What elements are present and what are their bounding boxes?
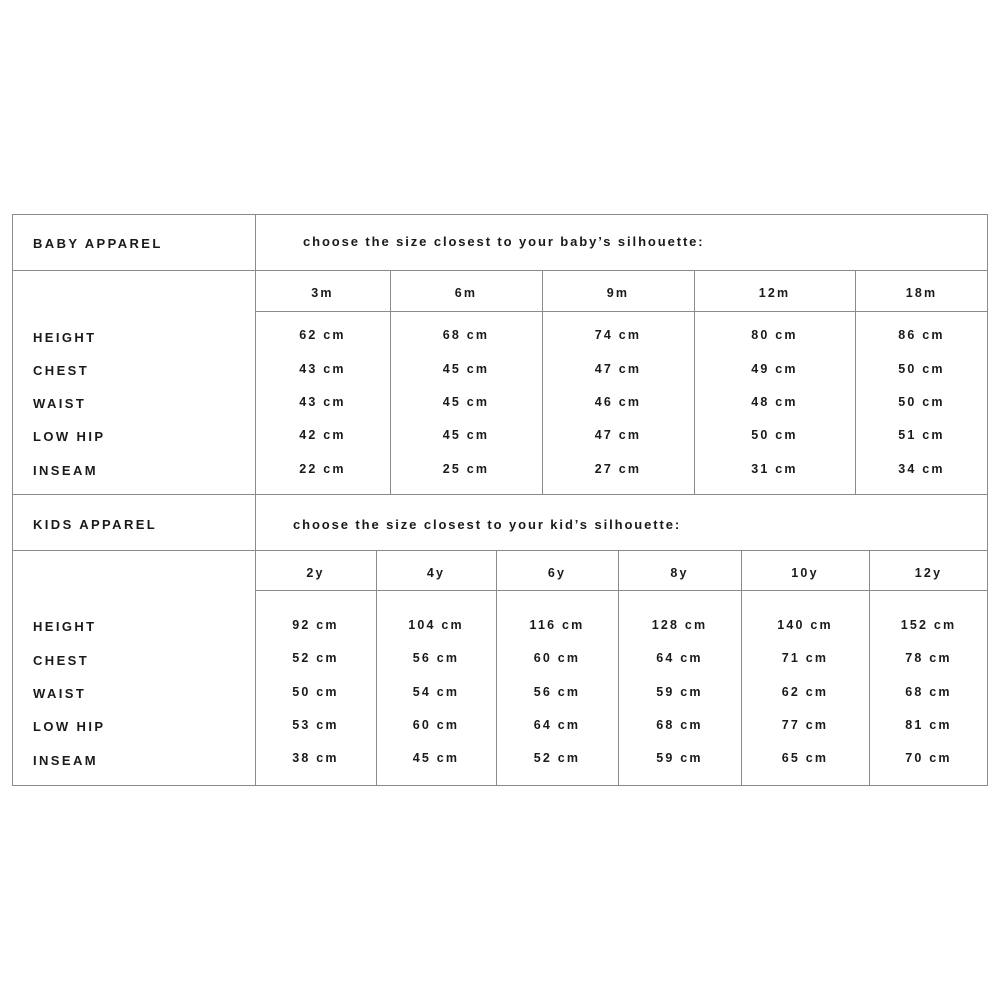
baby-instruction: choose the size closest to your baby’s silhouette:: [303, 234, 705, 249]
measurement-label-inseam: INSEAM: [33, 463, 98, 478]
measurement-label-height: HEIGHT: [33, 330, 97, 345]
column-divider: [694, 270, 695, 494]
measurement-value: 152 cm: [900, 618, 957, 632]
measurement-value: 77 cm: [781, 718, 829, 732]
measurement-value: 51 cm: [898, 428, 945, 442]
measurement-value: 65 cm: [781, 751, 829, 765]
measurement-value: 81 cm: [905, 718, 952, 732]
column-divider: [618, 550, 619, 786]
measurement-value: 62 cm: [781, 685, 829, 699]
measurement-value: 22 cm: [299, 462, 346, 476]
measurement-value: 43 cm: [299, 362, 346, 376]
baby-section-title: BABY APPAREL: [33, 236, 163, 251]
measurement-value: 60 cm: [533, 651, 581, 665]
measurement-value: 50 cm: [292, 685, 339, 699]
kids-instruction: choose the size closest to your kid’s silhouette:: [293, 517, 682, 532]
size-header-6y: 6y: [547, 566, 567, 580]
measurement-value: 62 cm: [299, 328, 346, 342]
measurement-label-chest: CHEST: [33, 653, 90, 668]
size-header-2y: 2y: [306, 566, 325, 580]
measurement-value: 47 cm: [594, 428, 642, 442]
measurement-value: 45 cm: [442, 428, 490, 442]
measurement-label-low-hip: LOW HIP: [33, 429, 106, 444]
measurement-label-waist: WAIST: [33, 686, 87, 701]
measurement-label-chest: CHEST: [33, 363, 90, 378]
measurement-value: 86 cm: [898, 328, 945, 342]
measurement-value: 64 cm: [533, 718, 581, 732]
measurement-value: 45 cm: [442, 395, 490, 409]
measurement-value: 42 cm: [299, 428, 346, 442]
measurement-value: 140 cm: [777, 618, 833, 632]
measurement-value: 59 cm: [656, 685, 703, 699]
size-header-12y: 12y: [914, 566, 943, 580]
size-header-4y: 4y: [426, 566, 446, 580]
column-divider: [376, 550, 377, 786]
measurement-value: 53 cm: [292, 718, 339, 732]
size-header-9m: 9m: [606, 286, 630, 300]
measurement-value: 116 cm: [529, 618, 585, 632]
measurement-value: 128 cm: [651, 618, 708, 632]
measurement-value: 27 cm: [594, 462, 642, 476]
size-header-8y: 8y: [670, 566, 689, 580]
divider-line: [255, 214, 256, 786]
column-divider: [390, 270, 391, 494]
measurement-value: 60 cm: [412, 718, 460, 732]
measurement-label-low-hip: LOW HIP: [33, 719, 106, 734]
measurement-label-inseam: INSEAM: [33, 753, 98, 768]
measurement-value: 64 cm: [656, 651, 703, 665]
measurement-value: 68 cm: [656, 718, 703, 732]
measurement-value: 74 cm: [594, 328, 642, 342]
measurement-value: 78 cm: [905, 651, 952, 665]
measurement-value: 70 cm: [905, 751, 952, 765]
measurement-value: 50 cm: [898, 395, 945, 409]
column-divider: [855, 270, 856, 494]
measurement-value: 56 cm: [412, 651, 460, 665]
measurement-value: 45 cm: [412, 751, 460, 765]
measurement-value: 46 cm: [594, 395, 642, 409]
measurement-value: 45 cm: [442, 362, 490, 376]
divider-line: [12, 550, 988, 551]
divider-line: [12, 270, 988, 271]
divider-line: [255, 311, 988, 312]
measurement-value: 50 cm: [751, 428, 798, 442]
measurement-value: 56 cm: [533, 685, 581, 699]
measurement-value: 47 cm: [594, 362, 642, 376]
measurement-value: 104 cm: [408, 618, 464, 632]
measurement-value: 52 cm: [292, 651, 339, 665]
column-divider: [542, 270, 543, 494]
measurement-value: 43 cm: [299, 395, 346, 409]
size-header-10y: 10y: [791, 566, 819, 580]
measurement-value: 52 cm: [533, 751, 581, 765]
measurement-label-height: HEIGHT: [33, 619, 97, 634]
measurement-value: 49 cm: [751, 362, 798, 376]
measurement-value: 38 cm: [292, 751, 339, 765]
measurement-value: 48 cm: [751, 395, 798, 409]
measurement-value: 80 cm: [751, 328, 798, 342]
size-header-18m: 18m: [905, 286, 938, 300]
measurement-value: 25 cm: [442, 462, 490, 476]
measurement-label-waist: WAIST: [33, 396, 87, 411]
measurement-value: 92 cm: [292, 618, 339, 632]
column-divider: [496, 550, 497, 786]
column-divider: [869, 550, 870, 786]
size-header-12m: 12m: [758, 286, 791, 300]
kids-section-title: KIDS APPAREL: [33, 517, 158, 532]
measurement-value: 68 cm: [905, 685, 952, 699]
measurement-value: 34 cm: [898, 462, 945, 476]
column-divider: [741, 550, 742, 786]
measurement-value: 71 cm: [781, 651, 829, 665]
divider-line: [255, 590, 988, 591]
measurement-value: 31 cm: [751, 462, 798, 476]
size-header-6m: 6m: [454, 286, 478, 300]
divider-line: [12, 494, 988, 495]
measurement-value: 59 cm: [656, 751, 703, 765]
size-chart-frame: [12, 214, 988, 786]
size-header-3m: 3m: [311, 286, 334, 300]
measurement-value: 54 cm: [412, 685, 460, 699]
measurement-value: 68 cm: [442, 328, 490, 342]
measurement-value: 50 cm: [898, 362, 945, 376]
